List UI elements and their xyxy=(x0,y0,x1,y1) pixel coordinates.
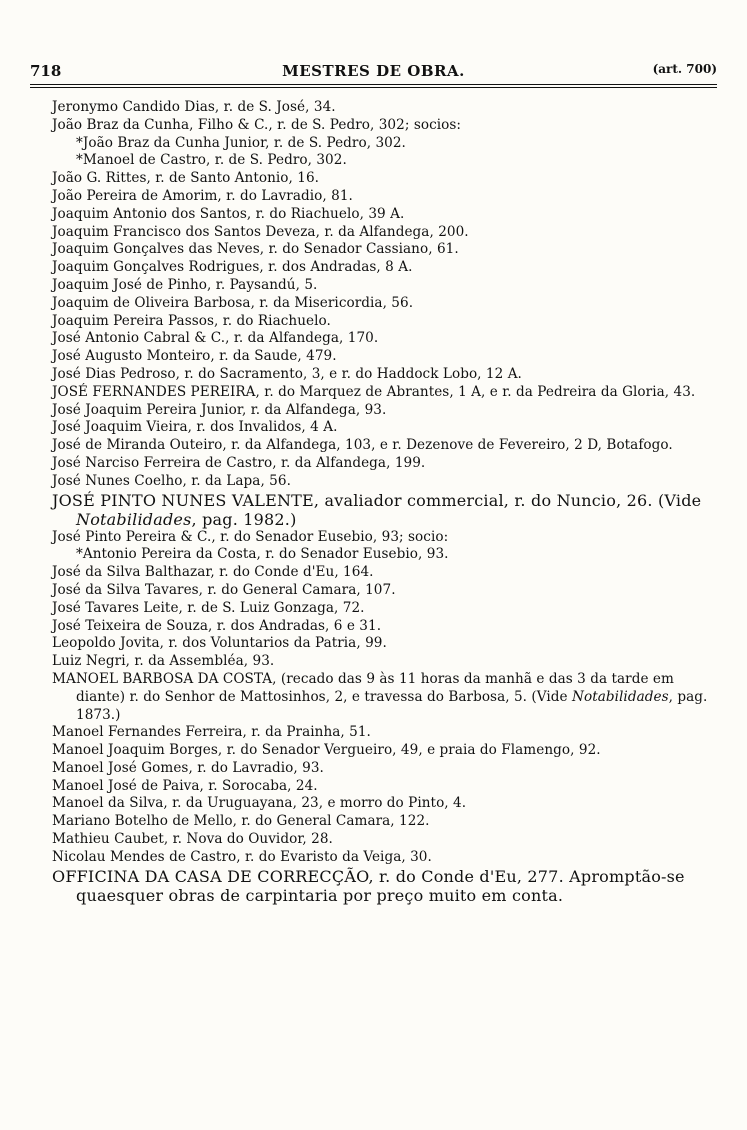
list-item xyxy=(52,564,725,582)
entry-text: Joaquim Gonçalves das Neves, r. do Senador Cassiano, 61. xyxy=(52,241,459,258)
list-item xyxy=(52,330,725,348)
entry-text: *Manoel de Castro, r. de S. Pedro, 302. xyxy=(76,152,347,169)
entry-text: Nicolau Mendes de Castro, r. do Evaristo da Veiga, 30. xyxy=(52,848,432,865)
entry-reference-tail: , pag. 1982.) xyxy=(191,509,297,529)
entry-text: *Antonio Pereira da Costa, r. do Senador Eusebio, 93. xyxy=(76,546,449,563)
list-item xyxy=(52,671,725,724)
entry-text: Mathieu Caubet, r. Nova do Ouvidor, 28. xyxy=(52,831,333,848)
list-item xyxy=(52,277,725,295)
entry-text: JOSÉ FERNANDES PEREIRA, r. do Marquez de Abrantes, 1 A, e r. da Pedreira da Gloria, 43. xyxy=(52,383,696,400)
entry-text: Leopoldo Jovita, r. dos Voluntarios da Patria, 99. xyxy=(52,635,387,652)
entry-text: Joaquim Antonio dos Santos, r. do Riachuelo, 39 A. xyxy=(52,205,405,222)
entry-text: José Augusto Monteiro, r. da Saude, 479. xyxy=(52,348,337,365)
list-item xyxy=(52,778,725,796)
list-item xyxy=(52,384,725,402)
list-item xyxy=(52,546,725,564)
page-header xyxy=(30,62,717,84)
list-item xyxy=(52,600,725,618)
entry-text: José Teixeira de Souza, r. dos Andradas, 6 e 31. xyxy=(52,617,382,634)
entry-text: José Narciso Ferreira de Castro, r. da Alfandega, 199. xyxy=(52,454,426,471)
section-reference: (art. 700) xyxy=(652,62,717,76)
list-item xyxy=(52,206,725,224)
list-item xyxy=(52,760,725,778)
entry-text: JOSÉ PINTO NUNES VALENTE, avaliador commercial, r. do Nuncio, 26. (Vide xyxy=(52,490,702,510)
list-item xyxy=(52,295,725,313)
list-item xyxy=(52,582,725,600)
entry-text: José da Silva Balthazar, r. do Conde d'Eu, 164. xyxy=(52,564,374,581)
list-item xyxy=(52,867,725,905)
entry-text: Joaquim Pereira Passos, r. do Riachuelo. xyxy=(52,312,331,329)
entry-text: Luiz Negri, r. da Assembléa, 93. xyxy=(52,653,275,670)
entry-text: José Tavares Leite, r. de S. Luiz Gonzaga, 72. xyxy=(52,599,365,616)
entry-reference-tail: , pag. 1873.) xyxy=(76,688,708,723)
list-item xyxy=(52,117,725,135)
page-title: MESTRES DE OBRA. xyxy=(282,62,465,80)
list-item xyxy=(52,170,725,188)
list-item xyxy=(52,795,725,813)
entry-text: Mariano Botelho de Mello, r. do General Camara, 122. xyxy=(52,813,430,830)
list-item xyxy=(52,224,725,242)
entry-text: João G. Rittes, r. de Santo Antonio, 16. xyxy=(52,170,320,187)
page-number: 718 xyxy=(30,62,62,80)
entry-text: OFFICINA DA CASA DE CORRECÇÃO, r. do Conde d'Eu, 277. Apromptão-se quaesquer obras de carpintaria por preço muito em conta. xyxy=(52,866,685,905)
list-item xyxy=(52,366,725,384)
entry-text: Manoel José Gomes, r. do Lavradio, 93. xyxy=(52,759,324,776)
entry-text: José Nunes Coelho, r. da Lapa, 56. xyxy=(52,472,291,489)
list-item xyxy=(52,813,725,831)
entry-text: Manoel Fernandes Ferreira, r. da Prainha, 51. xyxy=(52,724,371,741)
entry-text: MANOEL BARBOSA DA COSTA, (recado das 9 às 11 horas da manhã e das 3 da tarde em diante) r. do Senhor de Mattosinhos, 2, e travessa do Barbosa, 5. (Vide xyxy=(52,670,674,705)
list-item xyxy=(52,419,725,437)
list-item xyxy=(52,241,725,259)
list-item xyxy=(52,402,725,420)
list-item xyxy=(52,473,725,491)
entry-text: José da Silva Tavares, r. do General Camara, 107. xyxy=(52,581,396,598)
list-item xyxy=(52,313,725,331)
list-item xyxy=(52,135,725,153)
entry-reference-italic: Notabilidades xyxy=(76,509,192,529)
entry-text: Joaquim Gonçalves Rodrigues, r. dos Andradas, 8 A. xyxy=(52,259,413,276)
entry-text: Joaquim Francisco dos Santos Deveza, r. da Alfandega, 200. xyxy=(52,223,469,240)
list-item xyxy=(52,188,725,206)
entry-text: José Pinto Pereira & C., r. do Senador Eusebio, 93; socio: xyxy=(52,528,449,545)
list-item xyxy=(52,152,725,170)
entry-text: João Pereira de Amorim, r. do Lavradio, 81. xyxy=(52,187,353,204)
list-item xyxy=(52,491,725,529)
list-item xyxy=(52,653,725,671)
list-item xyxy=(52,742,725,760)
entry-text: José de Miranda Outeiro, r. da Alfandega, 103, e r. Dezenove de Fevereiro, 2 D, Botafogo. xyxy=(52,437,673,454)
list-item xyxy=(52,437,725,455)
entry-text: Manoel José de Paiva, r. Sorocaba, 24. xyxy=(52,777,318,794)
list-item xyxy=(52,348,725,366)
list-item xyxy=(52,618,725,636)
entry-text: José Dias Pedroso, r. do Sacramento, 3, e r. do Haddock Lobo, 12 A. xyxy=(52,365,522,382)
list-item xyxy=(52,724,725,742)
list-item xyxy=(52,831,725,849)
entry-reference-italic: Notabilidades xyxy=(572,688,669,705)
entry-text: João Braz da Cunha, Filho & C., r. de S. Pedro, 302; socios: xyxy=(52,116,462,133)
entry-text: Jeronymo Candido Dias, r. de S. José, 34. xyxy=(52,99,336,115)
entry-list xyxy=(52,99,725,905)
list-item xyxy=(52,455,725,473)
entry-text: Joaquim de Oliveira Barbosa, r. da Misericordia, 56. xyxy=(52,294,414,311)
list-item xyxy=(52,849,725,867)
list-item xyxy=(52,635,725,653)
list-item xyxy=(52,529,725,547)
entry-text: Manoel da Silva, r. da Uruguayana, 23, e morro do Pinto, 4. xyxy=(52,795,467,812)
header-rule xyxy=(30,84,717,88)
entry-text: José Antonio Cabral & C., r. da Alfandega, 170. xyxy=(52,330,379,347)
entry-text: Manoel Joaquim Borges, r. do Senador Vergueiro, 49, e praia do Flamengo, 92. xyxy=(52,742,601,759)
list-item xyxy=(52,99,725,117)
list-item xyxy=(52,259,725,277)
entry-text: José Joaquim Pereira Junior, r. da Alfandega, 93. xyxy=(52,401,387,418)
entry-text: Joaquim José de Pinho, r. Paysandú, 5. xyxy=(52,276,318,293)
entry-text: José Joaquim Vieira, r. dos Invalidos, 4 A. xyxy=(52,419,338,436)
entry-text: *João Braz da Cunha Junior, r. de S. Pedro, 302. xyxy=(76,134,406,151)
